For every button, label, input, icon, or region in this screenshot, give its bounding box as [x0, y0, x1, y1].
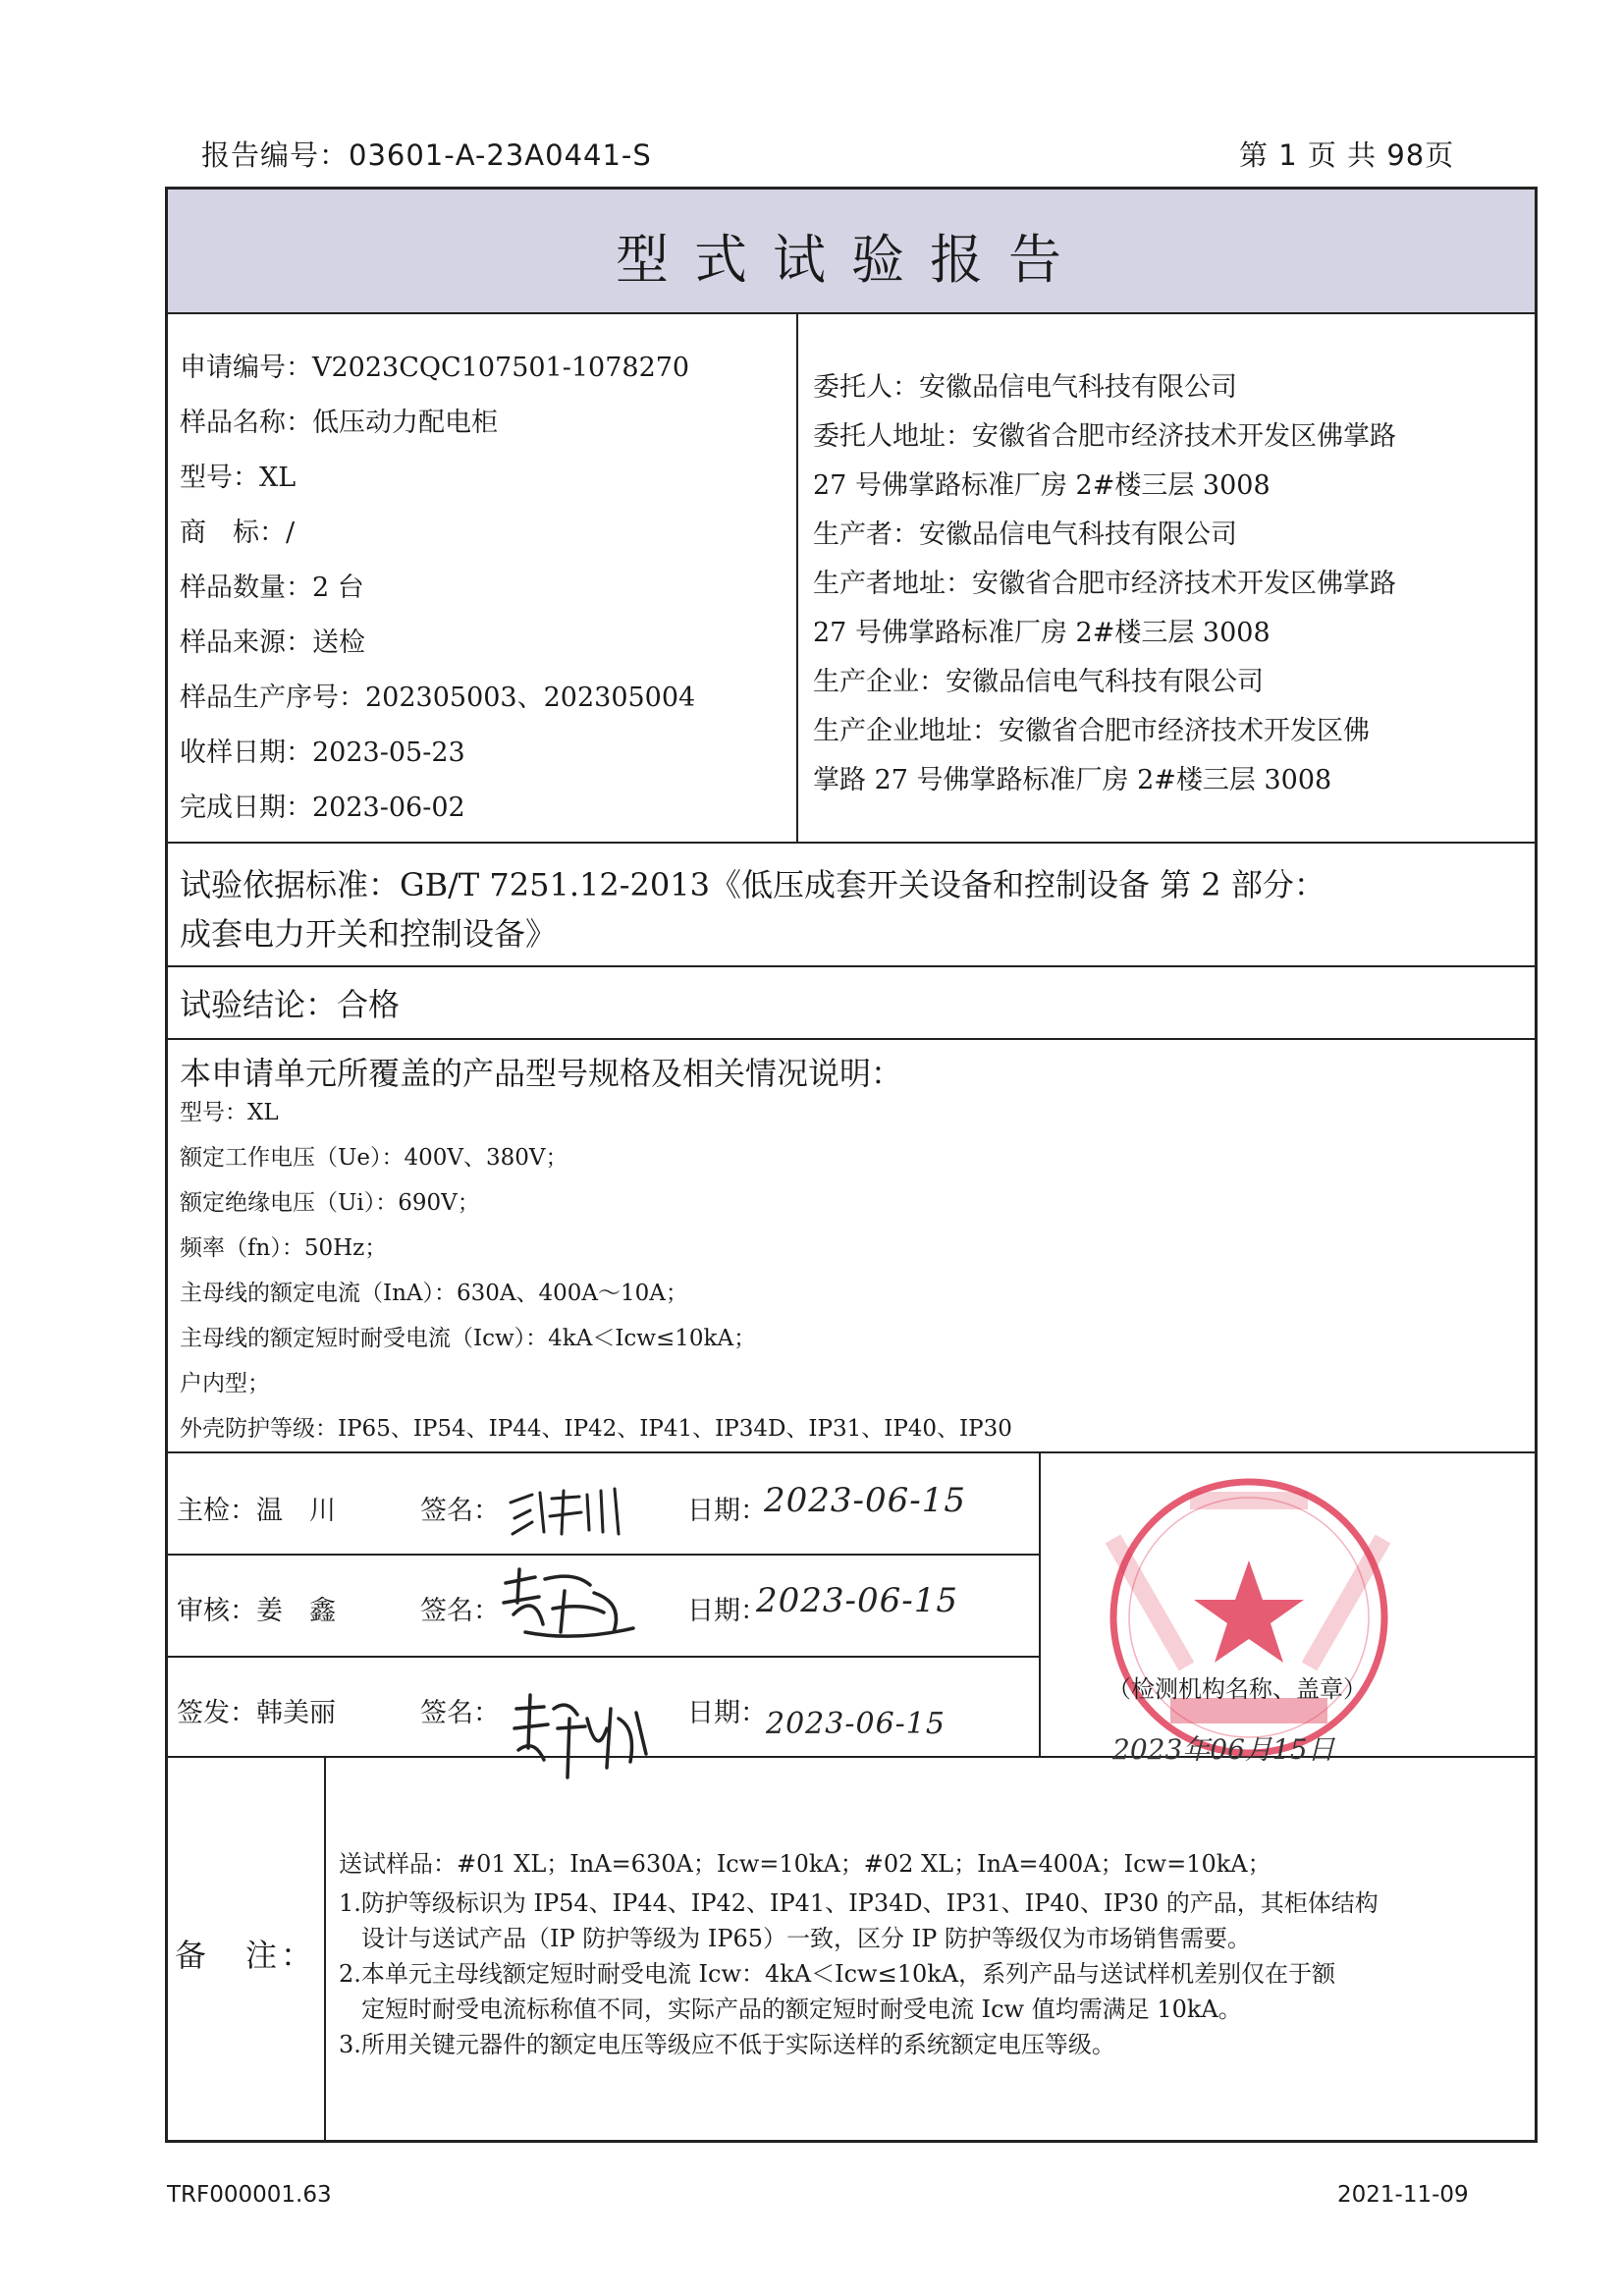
- spec-line: 主母线的额定短时耐受电流（Icw）：4kA＜Icw≤10kA；: [180, 1326, 757, 1351]
- client-address: 委托人地址：安徽省合肥市经济技术开发区佛掌路: [813, 421, 1396, 452]
- spec-line: 户内型；: [180, 1371, 270, 1396]
- reviewer-role: 审核：姜 鑫: [177, 1596, 336, 1626]
- sign-label: 签名：: [420, 1596, 500, 1626]
- inspector-role: 主检：温 川: [177, 1496, 336, 1526]
- divider: [165, 1656, 1039, 1658]
- remarks-item: 定短时耐受电流标称值不同，实际产品的额定短时耐受电流 Icw 值均需满足 10kA。: [361, 1995, 1242, 2023]
- spec-line: 频率（fn）：50Hz；: [180, 1235, 388, 1261]
- seal-date: 2023年06月15日: [1112, 1733, 1335, 1766]
- divider: [1039, 1451, 1041, 1756]
- test-conclusion: 试验结论：合格: [180, 986, 401, 1023]
- spec-line: 外壳防护等级：IP65、IP54、IP44、IP42、IP41、IP34D、IP31、IP40、IP30: [180, 1416, 1012, 1442]
- divider: [324, 1756, 326, 2143]
- divider: [165, 1038, 1538, 1040]
- spec-line: 额定绝缘电压（Ui）：690V；: [180, 1190, 480, 1216]
- sample-name: 样品名称：低压动力配电柜: [180, 408, 498, 438]
- divider: [165, 842, 1538, 844]
- inspector-date: 2023-06-15: [764, 1481, 967, 1520]
- approver-date: 2023-06-15: [766, 1707, 946, 1741]
- remarks-item: 设计与送试产品（IP 防护等级为 IP65）一致，区分 IP 防护等级仅为市场销售需要。: [361, 1925, 1251, 1952]
- producer: 生产者：安徽品信电气科技有限公司: [813, 519, 1237, 550]
- divider: [165, 1554, 1039, 1556]
- date-label: 日期：: [687, 1596, 767, 1626]
- test-standard-cont: 成套电力开关和控制设备》: [180, 915, 558, 953]
- form-date: 2021-11-09: [1337, 2182, 1469, 2208]
- sample-source: 样品来源：送检: [180, 628, 365, 658]
- seal-caption: （检测机构名称、盖章）: [1108, 1675, 1367, 1703]
- divider: [165, 312, 1538, 314]
- client-address-cont: 27 号佛掌路标准厂房 2#楼三层 3008: [813, 470, 1271, 501]
- producer-address: 生产者地址：安徽省合肥市经济技术开发区佛掌路: [813, 569, 1396, 599]
- reviewer-date: 2023-06-15: [756, 1581, 959, 1620]
- trademark: 商 标：/: [180, 518, 296, 548]
- spec-heading: 本申请单元所覆盖的产品型号规格及相关情况说明：: [180, 1055, 903, 1092]
- test-standard: 试验依据标准：GB/T 7251.12-2013《低压成套开关设备和控制设备 第 2 部分：: [180, 866, 1325, 903]
- report-title: 型式试验报告: [616, 229, 1087, 291]
- manufacturer: 生产企业：安徽品信电气科技有限公司: [813, 667, 1264, 697]
- manufacturer-address-cont: 掌路 27 号佛掌路标准厂房 2#楼三层 3008: [813, 765, 1332, 795]
- spec-line: 型号：XL: [180, 1100, 279, 1125]
- remarks-item: 2.本单元主母线额定短时耐受电流 Icw：4kA＜Icw≤10kA，系列产品与送试样机差别仅在于额: [339, 1960, 1336, 1988]
- report-number: 报告编号：03601-A-23A0441-S: [201, 138, 652, 172]
- spec-line: 主母线的额定电流（InA）：630A、400A～10A；: [180, 1281, 688, 1306]
- remarks-item: 3.所用关键元器件的额定电压等级应不低于实际送样的系统额定电压等级。: [339, 2031, 1115, 2058]
- remarks-label: 备 注：: [175, 1937, 317, 1974]
- sample-quantity: 样品数量：2 台: [180, 573, 364, 603]
- date-label: 日期：: [687, 1698, 767, 1728]
- reviewer-signature: [496, 1563, 643, 1647]
- date-label: 日期：: [687, 1496, 767, 1526]
- approver-role: 签发：韩美丽: [177, 1698, 336, 1728]
- application-number: 申请编号：V2023CQC107501-1078270: [180, 353, 690, 383]
- sign-label: 签名：: [420, 1496, 500, 1526]
- divider: [796, 312, 798, 843]
- page-info: 第 1 页 共 98页: [1239, 138, 1455, 172]
- model: 型号：XL: [180, 463, 297, 493]
- spec-line: 额定工作电压（Ue）：400V、380V；: [180, 1145, 568, 1171]
- client: 委托人：安徽品信电气科技有限公司: [813, 372, 1237, 403]
- receive-date: 收样日期：2023-05-23: [180, 738, 465, 768]
- remarks-item: 1.防护等级标识为 IP54、IP44、IP42、IP41、IP34D、IP31、IP40、IP30 的产品，其柜体结构: [339, 1889, 1379, 1917]
- official-seal: [1102, 1470, 1396, 1765]
- remarks-samples: 送试样品：#01 XL；InA=630A；Icw=10kA；#02 XL；InA=400A；Icw=10kA；: [339, 1850, 1271, 1878]
- approver-signature: [509, 1689, 666, 1807]
- divider: [165, 1451, 1538, 1453]
- manufacturer-address: 生产企业地址：安徽省合肥市经济技术开发区佛: [813, 716, 1370, 746]
- divider: [165, 965, 1538, 967]
- inspector-signature: [503, 1473, 640, 1542]
- sample-serial: 样品生产序号：202305003、202305004: [180, 683, 696, 713]
- producer-address-cont: 27 号佛掌路标准厂房 2#楼三层 3008: [813, 618, 1271, 648]
- form-code: TRF000001.63: [167, 2182, 332, 2208]
- sign-label: 签名：: [420, 1698, 500, 1728]
- completion-date: 完成日期：2023-06-02: [180, 793, 465, 823]
